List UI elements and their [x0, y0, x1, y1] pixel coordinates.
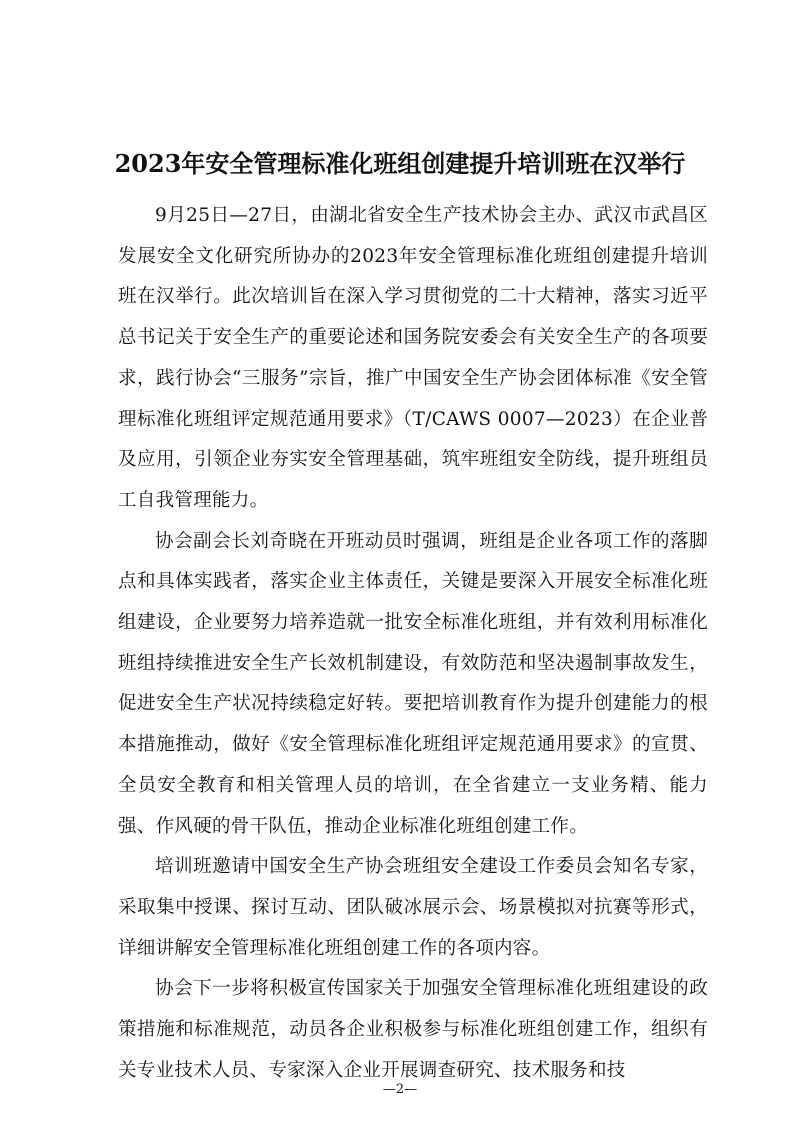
paragraph-4: 协会下一步将积极宣传国家关于加强安全管理标准化班组建设的政策措施和标准规范，动员各企业积极参与标准化班组创建工作，组织有关专业技术人员、专家深入企业开展调查研究、技术服务和技 [118, 978, 708, 1081]
paragraph-3: 培训班邀请中国安全生产协会班组安全建设工作委员会知名专家，采取集中授课、探讨互动、团队破冰展示会、场景模拟对抗赛等形式，详细讲解安全管理标准化班组创建工作的各项内容。 [118, 856, 708, 959]
page-number: —2— [382, 1082, 418, 1097]
paragraph-2: 协会副会长刘奇晓在开班动员时强调，班组是企业各项工作的落脚点和具体实践者，落实企业主体责任，关键是要深入开展安全标准化班组建设，企业要努力培养造就一批安全标准化班组，并有效利用标准化班组持续推进安全生产长效机制建设，有效防范和坚决遏制事故发生，促进安全生产状况持续稳定好转。要把培训教育作为提升创建能力的根本措施推动，做好《安全管理标准化班组评定规范通用要求》的宣贯、全员安全教育和相关管理人员的培训，在全省建立一支业务精、能力强、作风硬的骨干队伍，推动企业标准化班组创建工作。 [118, 530, 708, 837]
paragraph-1: 9月25日—27日，由湖北省安全生产技术协会主办、武汉市武昌区发展安全文化研究所协办的2023年安全管理标准化班组创建提升培训班在汉举行。此次培训旨在深入学习贯彻党的二十大精神，落实习近平总书记关于安全生产的重要论述和国务院安委会有关安全生产的各项要求，践行协会“三服务”宗旨，推广中国安全生产协会团体标准《安全管理标准化班组评定规范通用要求》（T/CAWS 0007—2023）在企业普及应用，引领企业夯实安全管理基础，筑牢班组安全防线，提升班组员工自我管理能力。 [118, 205, 708, 511]
document-body [118, 196, 708, 1091]
document-title: 2023年安全管理标准化班组创建提升培训班在汉举行 [114, 149, 686, 179]
